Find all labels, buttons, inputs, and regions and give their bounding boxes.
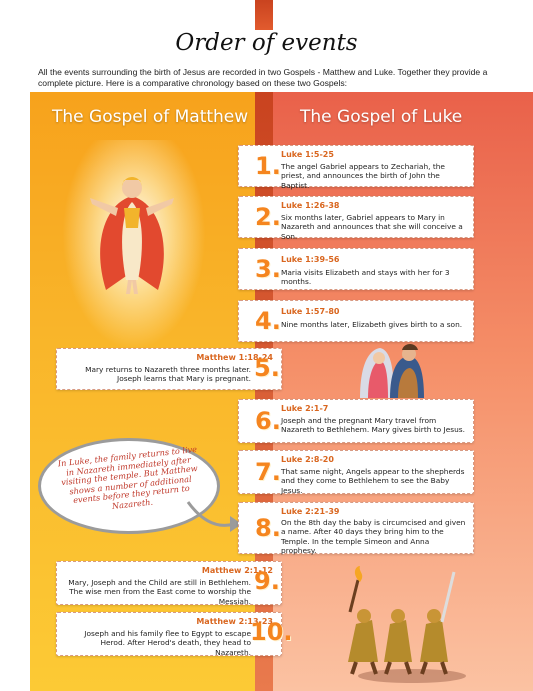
event-number-10: 10. xyxy=(250,618,293,646)
event-number: 3. xyxy=(255,255,281,283)
event-text: Nine months later, Elizabeth gives birth to a son. xyxy=(281,320,463,329)
event-text: The angel Gabriel appears to Zechariah, the priest, and announces the birth of John the Baptist. xyxy=(281,162,445,190)
event-number: 8. xyxy=(255,514,281,542)
event-reference: Luke 1:57-80 xyxy=(281,307,340,316)
event-text: On the 8th day the baby is circumcised and given a name. After 40 days they bring him to the Temple. In the temple Simeon and Anna prophesy. xyxy=(281,518,466,556)
bubble-text: In Luke, the family returns to live in Nazareth immediately after visiting the temple. But Matthew shows a number of additional events before they return to Nazareth. xyxy=(57,443,199,511)
event-number-5: 5. xyxy=(254,354,280,382)
event-number-9: 9. xyxy=(254,567,280,595)
matthew-heading: The Gospel of Matthew xyxy=(52,107,249,127)
event-card-7 xyxy=(238,450,474,494)
event-card-4 xyxy=(238,300,474,342)
soldiers-illustration xyxy=(338,566,466,686)
event-text: Six months later, Gabriel appears to Mary in Nazareth and announces that she will conceive a Son. xyxy=(281,213,463,241)
event-card-8 xyxy=(238,502,474,554)
event-reference: Matthew 1:18-24 xyxy=(196,353,273,362)
event-reference: Luke 1:26-38 xyxy=(281,201,340,210)
event-number: 2. xyxy=(255,203,281,231)
event-reference: Luke 1:39-56 xyxy=(281,255,340,264)
mary-joseph-illustration xyxy=(354,340,426,398)
luke-heading: The Gospel of Luke xyxy=(300,107,463,127)
bubble-arrow-icon xyxy=(186,498,246,538)
event-text: Joseph and his family flee to Egypt to escape Herod. After Herod's death, they head to Nazareth. xyxy=(84,629,251,657)
page-title: Order of events xyxy=(175,30,358,56)
event-text: Joseph and the pregnant Mary travel from Nazareth to Bethlehem. Mary gives birth to Jesus. xyxy=(281,416,465,435)
angel-illustration xyxy=(82,168,182,296)
event-text: That same night, Angels appear to the shepherds and they come to Bethlehem to see the Baby Jesus. xyxy=(281,467,465,495)
event-number: 7. xyxy=(255,458,281,486)
event-card-3 xyxy=(238,248,474,290)
event-reference: Luke 2:21-39 xyxy=(281,507,340,516)
event-text: Mary returns to Nazareth three months later. Joseph learns that Mary is pregnant. xyxy=(85,365,251,384)
event-reference: Luke 1:5-25 xyxy=(281,150,334,159)
event-card-10 xyxy=(56,612,282,656)
event-card-1 xyxy=(238,145,474,190)
event-number: 1. xyxy=(255,152,281,180)
top-accent-bar xyxy=(255,0,273,30)
event-text: Mary, Joseph and the Child are still in Bethlehem. The wise men from the East come to worship the Messiah. xyxy=(68,578,251,606)
event-number: 6. xyxy=(255,407,281,435)
event-card-9 xyxy=(56,561,282,605)
event-card-6 xyxy=(238,399,474,443)
event-reference: Luke 2:8-20 xyxy=(281,455,334,464)
event-card-2 xyxy=(238,196,474,241)
event-number: 4. xyxy=(255,307,281,335)
event-text: Maria visits Elizabeth and stays with her for 3 months. xyxy=(281,268,450,287)
event-reference: Matthew 2:1-12 xyxy=(201,566,273,575)
event-reference: Luke 2:1-7 xyxy=(281,404,329,413)
event-card-5 xyxy=(56,348,282,390)
intro-paragraph: All the events surrounding the birth of Jesus are recorded in two Gospels - Matthew and Luke. Together they provide a complete picture. Here is a comparative chronology based on these two Gospels: xyxy=(38,67,488,88)
event-reference: Matthew 2:13-23 xyxy=(196,617,273,626)
